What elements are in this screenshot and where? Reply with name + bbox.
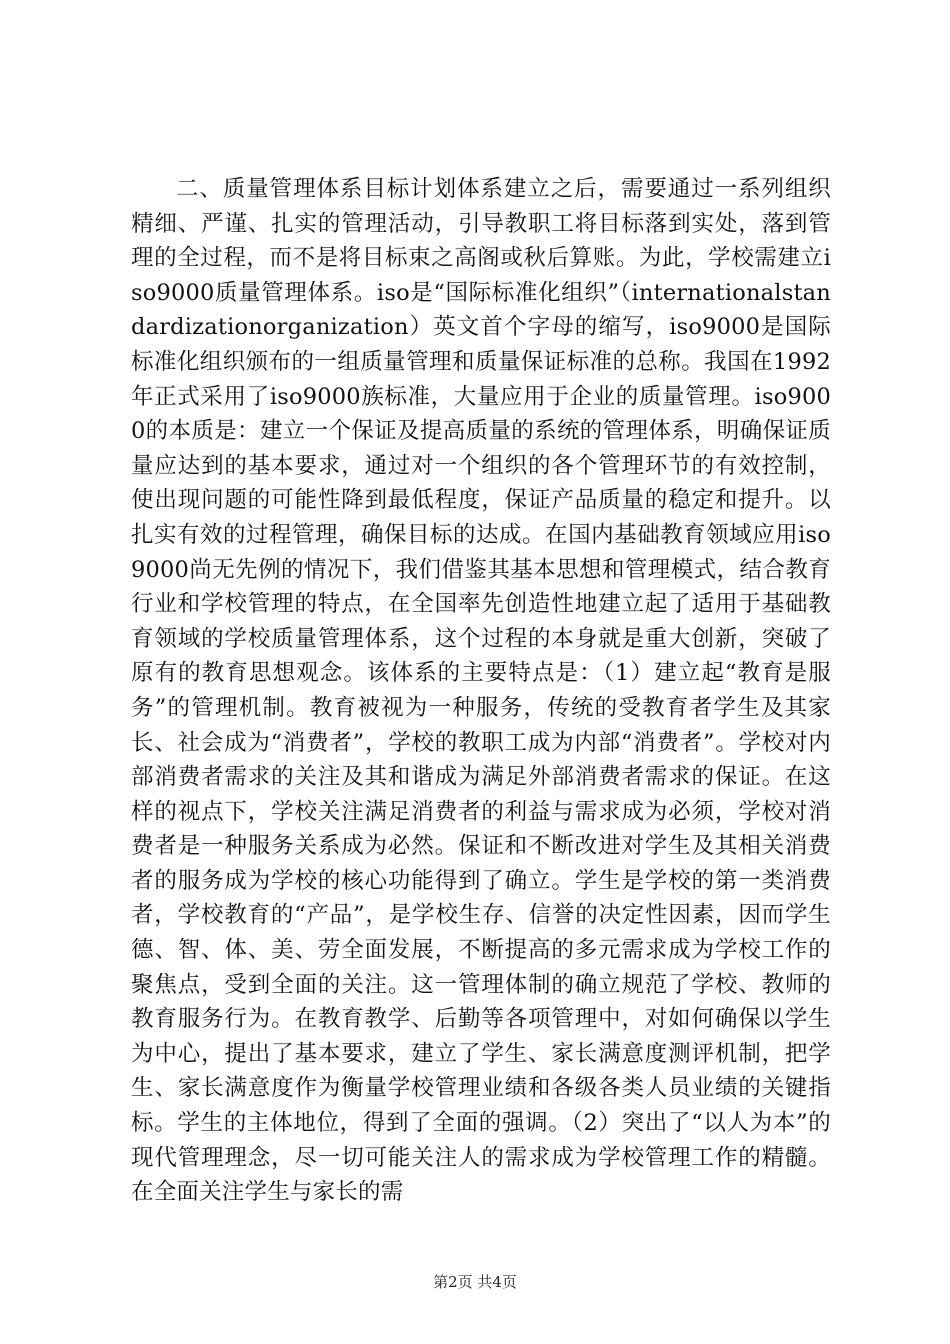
page-footer: 第2页 共4页 [433, 1273, 517, 1291]
body-paragraph: 二、质量管理体系目标计划体系建立之后，需要通过一系列组织精细、严谨、扎实的管理活动，引导教职工将目标落到实处，落到管理的全过程，而不是将目标束之高阁或秋后算账。为此，学校需建立iso9000质量管理体系。iso是“国际标准化组织”（internationalstandardizationorganization）英文首个字母的缩写，iso9000是国际标准化组织颁布的一组质量管理和质量保证标准的总称。我国在1992年正式采用了iso9000族标准，大量应用于企业的质量管理。iso9000的本质是：建立一个保证及提高质量的系统的管理体系，明确保证质量应达到的基本要求，通过对一个组织的各个管理环节的有效控制，使出现问题的可能性降到最低程度，保证产品质量的稳定和提升。以扎实有效的过程管理，确保目标的达成。在国内基础教育领域应用iso9000尚无先例的情况下，我们借鉴其基本思想和管理模式，结合教育行业和学校管理的特点，在全国率先创造性地建立起了适用于基础教育领域的学校质量管理体系，这个过程的本身就是重大创新，突破了原有的教育思想观念。该体系的主要特点是：（1）建立起“教育是服务”的管理机制。教育被视为一种服务，传统的受教育者学生及其家长、社会成为“消费者”，学校的教职工成为内部“消费者”。学校对内部消费者需求的关注及其和谐成为满足外部消费者需求的保证。在这样的视点下，学校关注满足消费者的利益与需求成为必须，学校对消费者是一种服务关系成为必然。保证和不断改进对学生及其相关消费者的服务成为学校的核心功能得到了确立。学生是学校的第一类消费者，学校教育的“产品”，是学校生存、信誉的决定性因素，因而学生德、智、体、美、劳全面发展，不断提高的多元需求成为学校工作的聚焦点，受到全面的关注。这一管理体制的确立规范了学校、教师的教育服务行为。在教育教学、后勤等各项管理中，对如何确保以学生为中心，提出了基本要求，建立了学生、家长满意度测评机制，把学生、家长满意度作为衡量学校管理业绩和各级各类人员业绩的关键指标。学生的主体地位，得到了全面的强调。（2）突出了“以人为本”的现代管理理念，尽一切可能关注人的需求成为学校管理工作的精髓。在全面关注学生与家长的需 [131, 176, 831, 1206]
